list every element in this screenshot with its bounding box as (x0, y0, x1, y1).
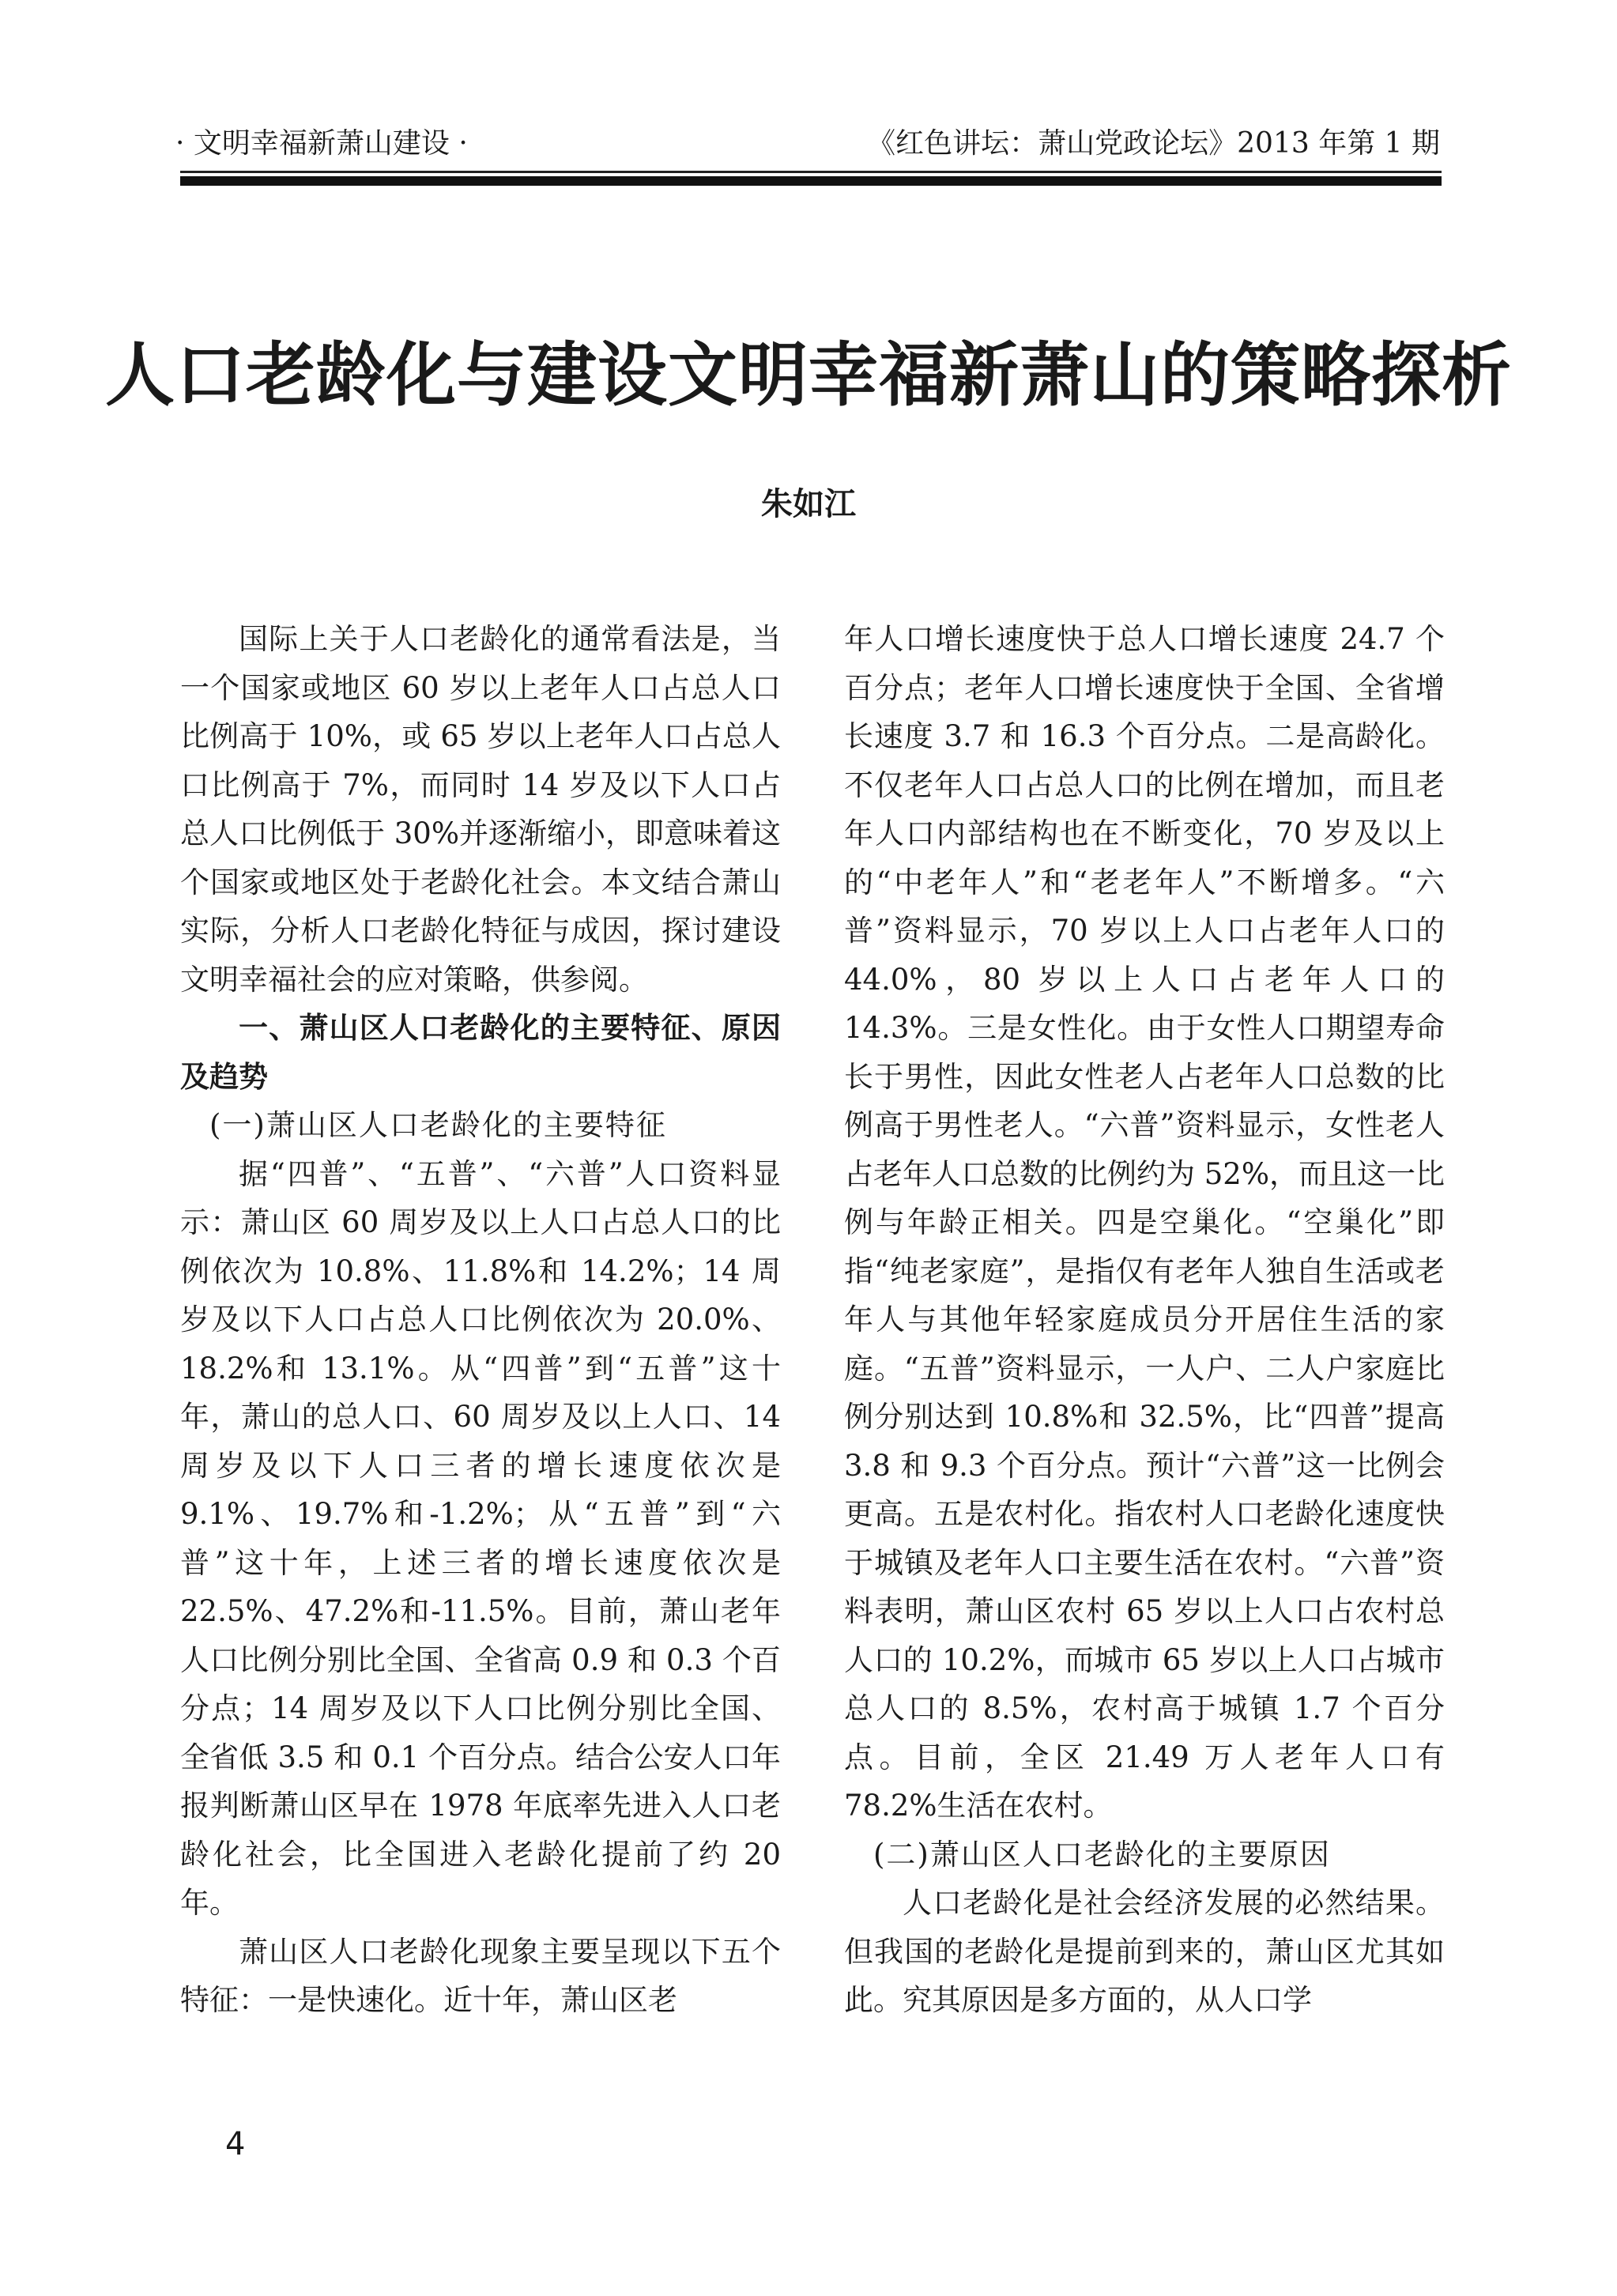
journal-section-header: · 文明幸福新萧山建设 · (175, 127, 468, 160)
subsection-heading-features: (一)萧山区人口老龄化的主要特征 (209, 1108, 667, 1142)
census-data-paragraph: 据“四普”、“五普”、“六普”人口资料显示：萧山区 60 周岁及以上人口占总人口的比例依次为 10.8%、11.8%和 14.2%；14 周岁及以下人口占总人口比例依次为 20.0%、18.2%和 13.1%。从“四普”到“五普”这十年，萧山的总人口、60 周岁及以上人口、14 周岁及以下人口三者的增长速度依次是 9.1%、19.7%和-1.2%；从“五普”到“六普”这十年，上述三者的增长速度依次是 22.5%、47.2%和-11.5%。目前，萧山老年人口比例分别比全国、全省高 0.9 和 0.3 个百分点；14 周岁及以下人口比例分别比全国、全省低 3.5 和 0.1 个百分点。结合公安人口年报判断萧山区早在 1978 年底率先进入人口老龄化社会，比全国进入老龄化提前了约 20 年。 (180, 1156, 781, 1920)
left-column (180, 615, 781, 2025)
article-author: 朱如江 (761, 486, 856, 522)
header-rule-thick (180, 176, 1442, 186)
subsection-heading-causes: (二)萧山区人口老龄化的主要原因 (873, 1837, 1331, 1872)
features-continued-paragraph: 年人口增长速度快于总人口增长速度 24.7 个百分点；老年人口增长速度快于全国、全省增长速度 3.7 和 16.3 个百分点。二是高龄化。不仅老年人口占总人口的比例在增加，而且老年人口内部结构也在不断变化，70 岁及以上的“中老年人”和“老老年人”不断增多。“六普”资料显示，70 岁以上人口占老年人口的 44.0%，80 岁以上人口占老年人口的 14.3%。三是女性化。由于女性人口期望寿命长于男性，因此女性老人占老年人口总数的比例高于男性老人。“六普”资料显示，女性老人占老年人口总数的比例约为 52%，而且这一比例与年龄正相关。四是空巢化。“空巢化”即指“纯老家庭”，是指仅有老年人独自生活或老年人与其他年轻家庭成员分开居住生活的家庭。“五普”资料显示，一人户、二人户家庭比例分别达到 10.8%和 32.5%，比“四普”提高 3.8 和 9.3 个百分点。预计“六普”这一比例会更高。五是农村化。指农村人口老龄化速度快于城镇及老年人口主要生活在农村。“六普”资料表明，萧山区农村 65 岁以上人口占农村总人口的 10.2%，而城市 65 岁以上人口占城市总人口的 8.5%，农村高于城镇 1.7 个百分点。目前，全区 21.49 万人老年人口有 78.2%生活在农村。 (844, 622, 1445, 1823)
intro-paragraph: 国际上关于人口老龄化的通常看法是，当一个国家或地区 60 岁以上老年人口占总人口比例高于 10%，或 65 岁以上老年人口占总人口比例高于 7%，而同时 14 岁及以下人口占总人口比例低于 30%并逐渐缩小，即意味着这个国家或地区处于老龄化社会。本文结合萧山实际，分析人口老龄化特征与成因，探讨建设文明幸福社会的应对策略，供参阅。 (180, 622, 781, 997)
five-features-paragraph: 萧山区人口老龄化现象主要呈现以下五个特征：一是快速化。近十年，萧山区老 (180, 1934, 781, 2017)
journal-issue-header: 《红色讲坛：萧山党政论坛》2013 年第 1 期 (867, 127, 1440, 160)
header-rule-thin (180, 171, 1442, 173)
right-column (844, 615, 1445, 2025)
section-heading-1: 一、萧山区人口老龄化的主要特征、原因及趋势 (180, 1011, 781, 1094)
article-title: 人口老龄化与建设文明幸福新萧山的策略探析 (104, 334, 1512, 416)
causes-paragraph: 人口老龄化是社会经济发展的必然结果。但我国的老龄化是提前到来的，萧山区尤其如此。究其原因是多方面的，从人口学 (844, 1886, 1445, 2017)
page-number: 4 (225, 2126, 246, 2162)
